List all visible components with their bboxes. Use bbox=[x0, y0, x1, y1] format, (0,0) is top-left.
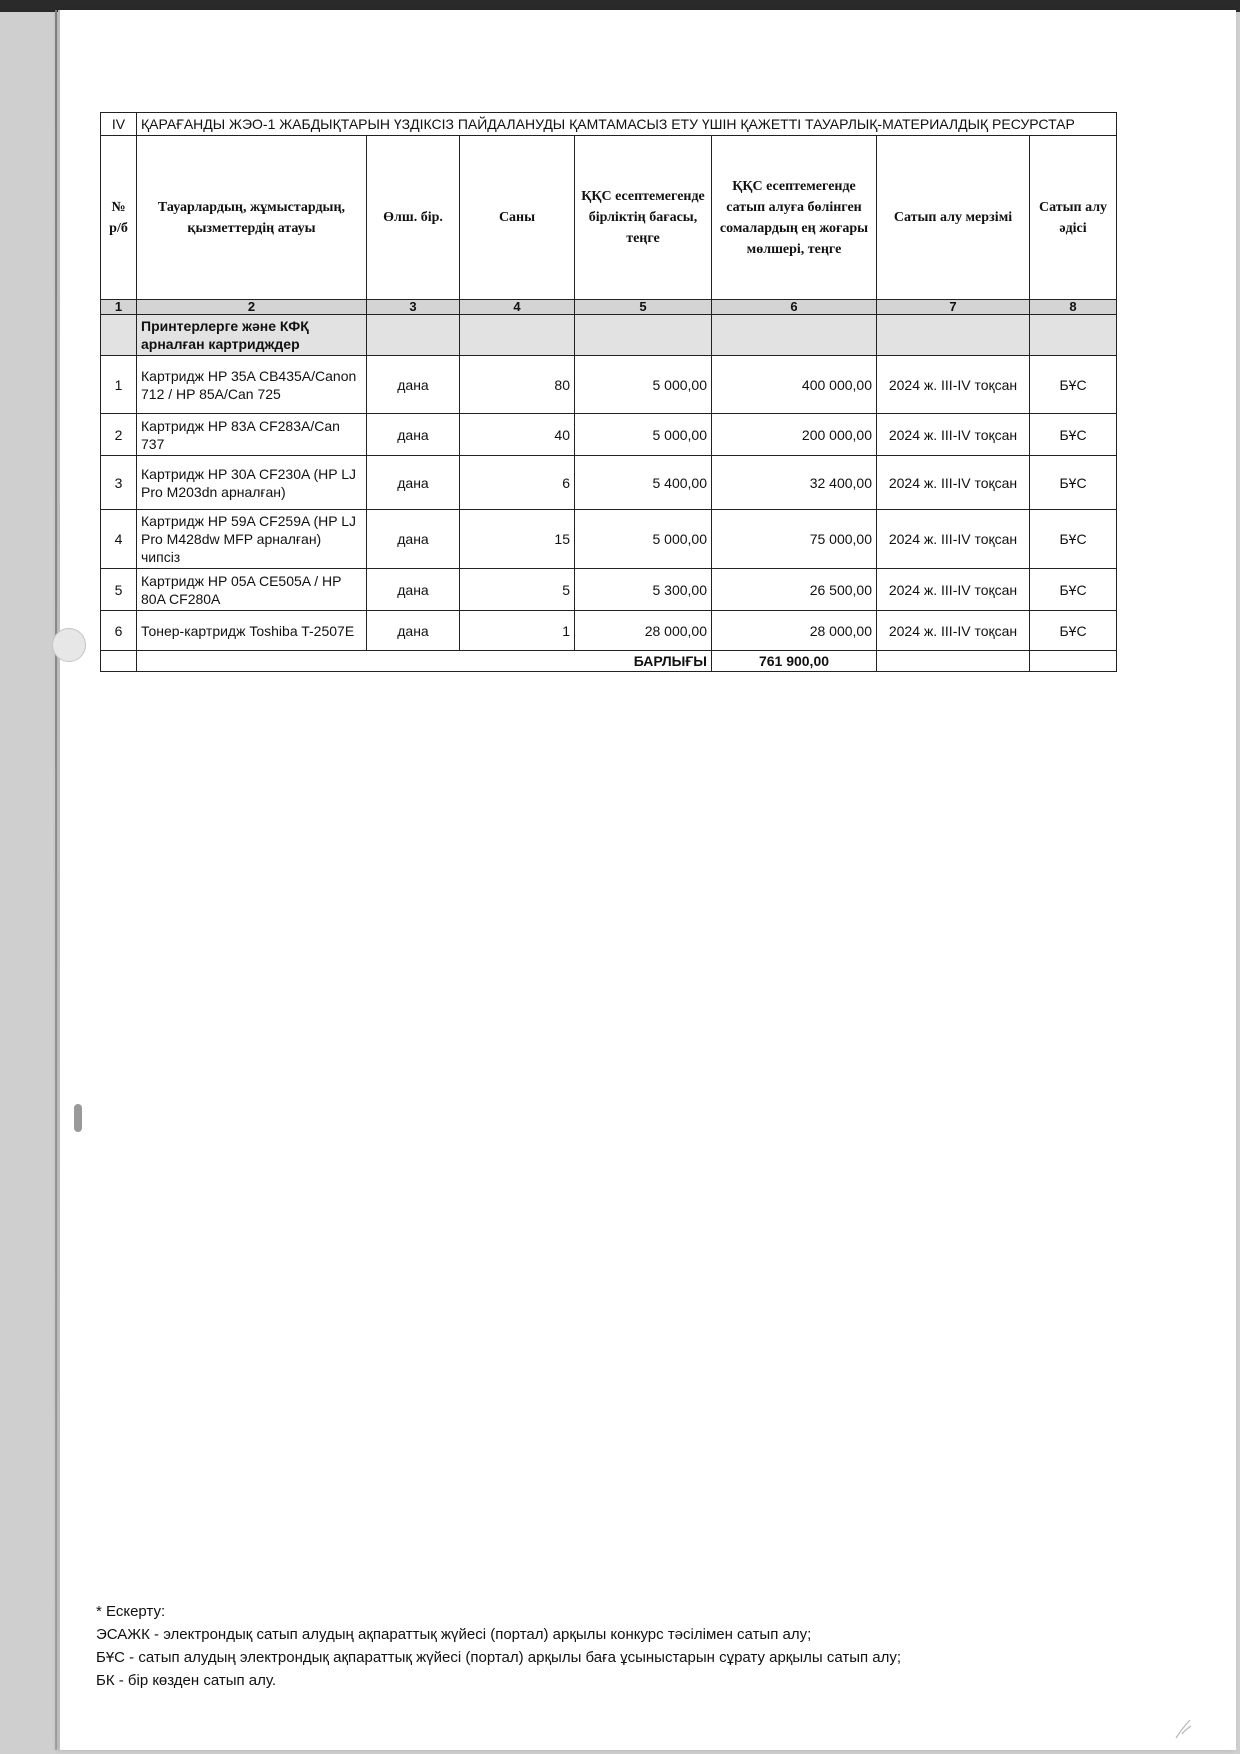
row-number: 6 bbox=[101, 611, 137, 651]
item-unit-price: 5 300,00 bbox=[575, 569, 712, 611]
table-row bbox=[101, 611, 1117, 651]
item-unit: дана bbox=[367, 569, 460, 611]
item-unit: дана bbox=[367, 456, 460, 510]
binding-mark bbox=[74, 1104, 82, 1132]
colnum-1: 1 bbox=[101, 300, 137, 315]
page-edge-shadow bbox=[55, 10, 57, 1750]
item-unit-price: 5 000,00 bbox=[575, 414, 712, 456]
header-number: № р/б bbox=[101, 136, 137, 300]
group-name: Принтерлерге және КФҚ арналған картридждер bbox=[137, 315, 367, 356]
item-unit: дана bbox=[367, 356, 460, 414]
section-number: IV bbox=[101, 113, 137, 136]
item-method: БҰС bbox=[1030, 356, 1117, 414]
item-name: Картридж HP 83A CF283A/Can 737 bbox=[137, 414, 367, 456]
group-row bbox=[101, 315, 1117, 356]
footnote-title: * Ескерту: bbox=[96, 1603, 166, 1620]
header-quantity: Саны bbox=[460, 136, 575, 300]
item-period: 2024 ж. III-IV тоқсан bbox=[877, 510, 1030, 569]
colnum-3: 3 bbox=[367, 300, 460, 315]
item-quantity: 40 bbox=[460, 414, 575, 456]
item-name: Картридж HP 05A CE505A / HP 80A CF280A bbox=[137, 569, 367, 611]
colnum-6: 6 bbox=[712, 300, 877, 315]
item-max-amount: 75 000,00 bbox=[712, 510, 877, 569]
item-name: Тонер-картридж Toshiba T-2507E bbox=[137, 611, 367, 651]
total-row bbox=[101, 651, 1117, 672]
footnote-line: ЭСАЖК - электрондық сатып алудың ақпараттық жүйесі (портал) арқылы конкурс тәсілімен сатып алу; bbox=[96, 1626, 812, 1643]
row-number: 1 bbox=[101, 356, 137, 414]
colnum-8: 8 bbox=[1030, 300, 1117, 315]
item-quantity: 15 bbox=[460, 510, 575, 569]
footnotes bbox=[96, 1600, 1156, 1692]
item-unit-price: 28 000,00 bbox=[575, 611, 712, 651]
item-period: 2024 ж. III-IV тоқсан bbox=[877, 414, 1030, 456]
colnum-7: 7 bbox=[877, 300, 1030, 315]
item-method: БҰС bbox=[1030, 414, 1117, 456]
item-name: Картридж HP 35A CB435A/Canon 712 / HP 85A/Can 725 bbox=[137, 356, 367, 414]
item-max-amount: 26 500,00 bbox=[712, 569, 877, 611]
header-method: Сатып алу әдісі bbox=[1030, 136, 1117, 300]
group-empty-cell bbox=[1030, 315, 1117, 356]
header-period: Сатып алу мерзімі bbox=[877, 136, 1030, 300]
total-empty-cell bbox=[877, 651, 1030, 672]
item-unit: дана bbox=[367, 414, 460, 456]
procurement-table bbox=[100, 112, 1117, 672]
item-name: Картридж HP 59A CF259A (HP LJ Pro M428dw MFP арналған) чипсіз bbox=[137, 510, 367, 569]
item-max-amount: 32 400,00 bbox=[712, 456, 877, 510]
pencil-mark bbox=[1172, 1718, 1194, 1740]
column-number-row bbox=[101, 300, 1117, 315]
item-unit-price: 5 000,00 bbox=[575, 510, 712, 569]
section-title: ҚАРАҒАНДЫ ЖЭО-1 ЖАБДЫҚТАРЫН ҮЗДІКСІЗ ПАЙДАЛАНУДЫ ҚАМТАМАСЫЗ ЕТУ ҮШІН ҚАЖЕТТІ ТАУАРЛЫҚ-МАТЕРИАЛДЫҚ РЕСУРСТАР bbox=[137, 113, 1117, 136]
item-quantity: 6 bbox=[460, 456, 575, 510]
total-empty-cell bbox=[1030, 651, 1117, 672]
item-period: 2024 ж. III-IV тоқсан bbox=[877, 356, 1030, 414]
table-row bbox=[101, 414, 1117, 456]
total-label: БАРЛЫҒЫ bbox=[137, 651, 712, 672]
item-method: БҰС bbox=[1030, 510, 1117, 569]
item-unit: дана bbox=[367, 611, 460, 651]
header-unit: Өлш. бір. bbox=[367, 136, 460, 300]
item-quantity: 80 bbox=[460, 356, 575, 414]
row-number: 5 bbox=[101, 569, 137, 611]
table-row bbox=[101, 569, 1117, 611]
item-period: 2024 ж. III-IV тоқсан bbox=[877, 456, 1030, 510]
table-row bbox=[101, 456, 1117, 510]
section-header-row bbox=[101, 113, 1117, 136]
total-sum: 761 900,00 bbox=[712, 651, 877, 672]
item-unit-price: 5 000,00 bbox=[575, 356, 712, 414]
item-max-amount: 28 000,00 bbox=[712, 611, 877, 651]
header-unit-price: ҚҚС есептемегенде бірліктің бағасы, теңге bbox=[575, 136, 712, 300]
item-unit-price: 5 400,00 bbox=[575, 456, 712, 510]
group-empty-cell bbox=[712, 315, 877, 356]
item-max-amount: 200 000,00 bbox=[712, 414, 877, 456]
group-empty-cell bbox=[367, 315, 460, 356]
item-method: БҰС bbox=[1030, 611, 1117, 651]
group-empty-cell bbox=[877, 315, 1030, 356]
item-method: БҰС bbox=[1030, 456, 1117, 510]
item-max-amount: 400 000,00 bbox=[712, 356, 877, 414]
footnote-line: БК - бір көзден сатып алу. bbox=[96, 1672, 277, 1689]
item-name: Картридж HP 30A CF230A (HP LJ Pro M203dn арналған) bbox=[137, 456, 367, 510]
row-number: 4 bbox=[101, 510, 137, 569]
colnum-4: 4 bbox=[460, 300, 575, 315]
row-number: 3 bbox=[101, 456, 137, 510]
table-row bbox=[101, 356, 1117, 414]
total-empty-cell bbox=[101, 651, 137, 672]
footnote-line: БҰС - сатып алудың электрондық ақпараттық жүйесі (портал) арқылы баға ұсыныстарын сұрату арқылы сатып алу; bbox=[96, 1649, 902, 1666]
punch-hole bbox=[52, 628, 86, 662]
item-quantity: 5 bbox=[460, 569, 575, 611]
group-empty-cell bbox=[101, 315, 137, 356]
colnum-2: 2 bbox=[137, 300, 367, 315]
item-period: 2024 ж. III-IV тоқсан bbox=[877, 611, 1030, 651]
table-row bbox=[101, 510, 1117, 569]
item-period: 2024 ж. III-IV тоқсан bbox=[877, 569, 1030, 611]
row-number: 2 bbox=[101, 414, 137, 456]
item-unit: дана bbox=[367, 510, 460, 569]
group-empty-cell bbox=[460, 315, 575, 356]
colnum-5: 5 bbox=[575, 300, 712, 315]
header-item-name: Тауарлардың, жұмыстардың, қызметтердің атауы bbox=[137, 136, 367, 300]
item-method: БҰС bbox=[1030, 569, 1117, 611]
column-header-row bbox=[101, 136, 1117, 300]
header-max-amount: ҚҚС есептемегенде сатып алуға бөлінген сомалардың ең жоғары мөлшері, теңге bbox=[712, 136, 877, 300]
group-empty-cell bbox=[575, 315, 712, 356]
item-quantity: 1 bbox=[460, 611, 575, 651]
